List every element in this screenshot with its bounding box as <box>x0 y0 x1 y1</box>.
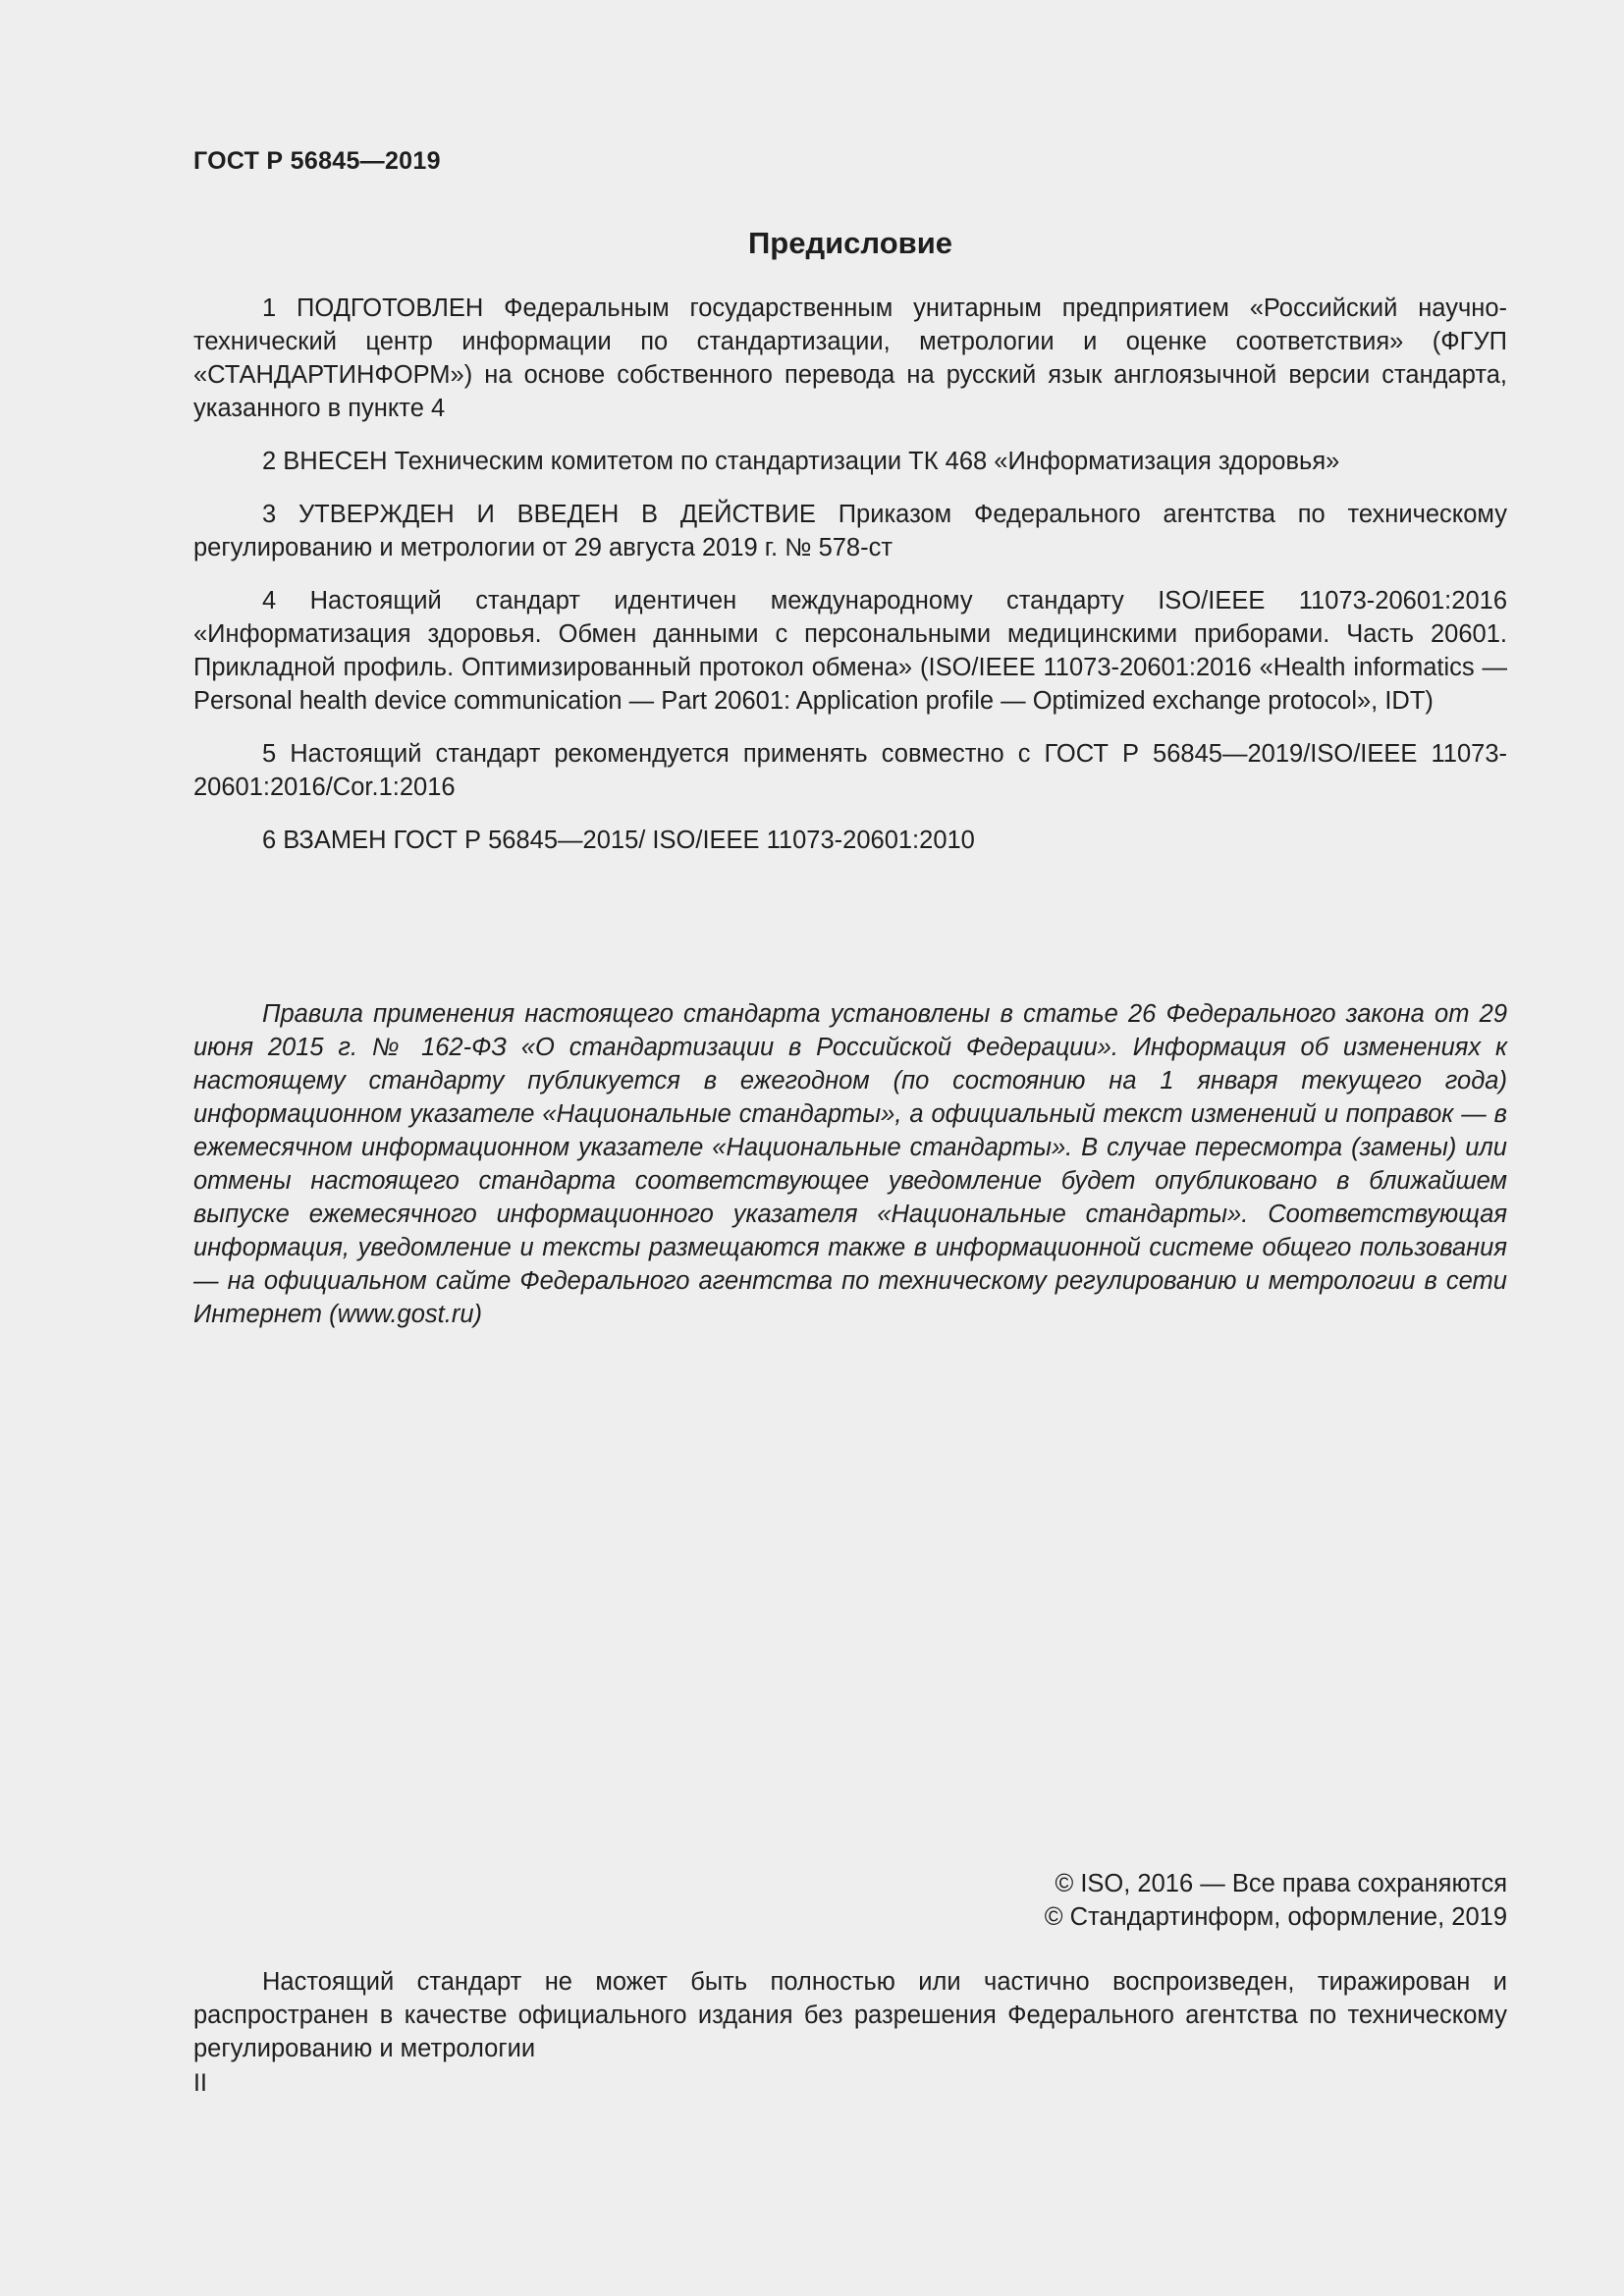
preface-item-3: 3 УТВЕРЖДЕН И ВВЕДЕН В ДЕЙСТВИЕ Приказом Федерального агентства по техническому регулированию и метрологии от 29 августа 2019 г. № 578-ст <box>193 501 1507 561</box>
preface-item-1: 1 ПОДГОТОВЛЕН Федеральным государственным унитарным предприятием «Российский научно-технический центр информации по стандартизации, метрологии и оценке соответствия» (ФГУП «СТАНДАРТИНФОРМ») на основе собственного перевода на русский язык англоязычной версии стандарта, указанного в пункте 4 <box>193 294 1507 422</box>
page-title: Предисловие <box>747 226 952 260</box>
rights-paragraph: Настоящий стандарт не может быть полностью или частично воспроизведен, тиражирован и распространен в качестве официального издания без разрешения Федерального агентства по техническому регулированию и метрологии <box>193 1968 1507 2062</box>
page-number: II <box>193 2069 207 2097</box>
application-rules-note <box>193 997 1507 1331</box>
preface-section <box>193 292 1507 877</box>
copyright-standartinform: © Стандартинформ, оформление, 2019 <box>1044 1903 1507 1931</box>
copyright-iso: © ISO, 2016 — Все права сохраняются <box>1055 1870 1507 1897</box>
note-paragraph: Правила применения настоящего стандарта установлены в статье 26 Федерального закона от 29 июня 2015 г. № 162-ФЗ «О стандартизации в Российской Федерации». Информация об изменениях к настоящему стандарту публикуется в ежегодном (по состоянию на 1 января текущего года) информационном указателе «Национальные стандарты», а официальный текст изменений и поправок — в ежемесячном информационном указателе «Национальные стандарты». В случае пересмотра (замены) или отмены настоящего стандарта соответствующее уведомление будет опубликовано в ближайшем выпуске ежемесячного информационного указателя «Национальные стандарты». Соответствующая информация, уведомление и тексты размещаются также в информационной системе общего пользования — на официальном сайте Федерального агентства по техническому регулированию и метрологии в сети Интернет (www.gost.ru) <box>193 1000 1507 1328</box>
document-designation: ГОСТ Р 56845—2019 <box>193 147 441 175</box>
preface-item-6: 6 ВЗАМЕН ГОСТ Р 56845—2015/ ISO/IEEE 11073-20601:2010 <box>262 827 975 854</box>
copyright-block <box>1045 1867 1507 1934</box>
preface-item-5: 5 Настоящий стандарт рекомендуется применять совместно с ГОСТ Р 56845—2019/ISO/IEEE 11073-20601:2016/Cor.1:2016 <box>193 740 1507 801</box>
reproduction-rights <box>193 1965 1507 2065</box>
preface-item-4: 4 Настоящий стандарт идентичен международному стандарту ISO/IEEE 11073-20601:2016 «Информатизация здоровья. Обмен данными с персональными медицинскими приборами. Часть 20601. Прикладной профиль. Оптимизированный протокол обмена» (ISO/IEEE 11073-20601:2016 «Health informatics — Personal health device communication — Part 20601: Application profile — Optimized exchange protocol», IDT) <box>193 587 1507 715</box>
preface-item-2: 2 ВНЕСЕН Техническим комитетом по стандартизации ТК 468 «Информатизация здоровья» <box>262 448 1340 475</box>
